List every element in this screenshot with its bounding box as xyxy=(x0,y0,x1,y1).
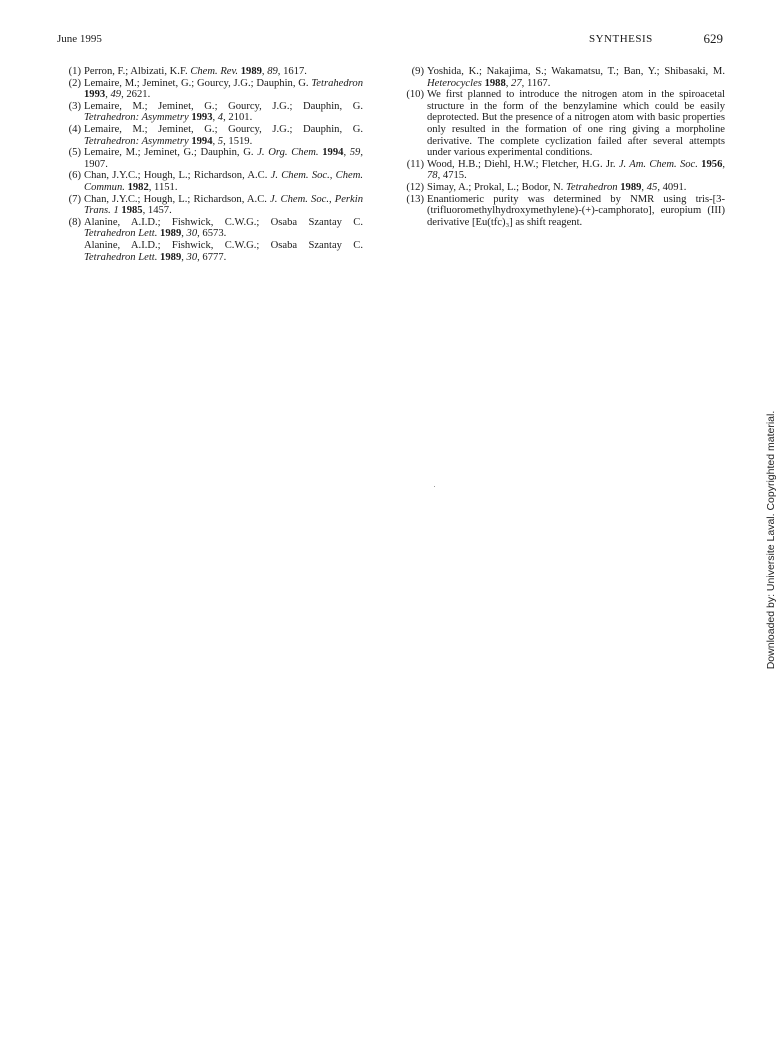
italic-segment: Tetrahedron xyxy=(565,181,618,193)
text-segment: , 1167. xyxy=(521,77,551,89)
reference-item xyxy=(57,101,363,124)
scan-speck xyxy=(434,486,435,487)
reference-number: (7) xyxy=(68,193,81,205)
reference-number: (2) xyxy=(68,77,81,89)
text-segment: Chan, J.Y.C.; Hough, L.; Richardson, A.C. xyxy=(84,170,271,182)
bold-segment: 1989 xyxy=(160,228,182,240)
text-segment: Lemaire, M.; Jeminet, G.; Gourcy, J.G.; Dauphin, G. xyxy=(84,100,363,112)
reference-text xyxy=(84,101,363,124)
reference-text xyxy=(84,217,363,240)
bold-segment: 1989 xyxy=(240,66,262,77)
bold-segment: 1989 xyxy=(160,251,182,263)
italic-segment: Tetrahedron: Asymmetry xyxy=(84,112,189,124)
bold-segment: 1985 xyxy=(121,205,143,217)
text-segment: , 6777. xyxy=(197,251,227,263)
text-segment: , xyxy=(505,77,512,89)
text-segment: , 2621. xyxy=(121,89,151,101)
italic-segment: 30 xyxy=(186,251,198,263)
text-segment: Yoshida, K.; Nakajima, S.; Wakamatsu, T.; Ban, Y.; Shibasaki, M. xyxy=(427,66,725,77)
reference-number: (13) xyxy=(406,193,424,205)
italic-segment: Tetrahedron Lett. xyxy=(84,228,158,240)
reference-text xyxy=(84,194,363,217)
text-segment: Alanine, A.I.D.; Fishwick, C.W.G.; Osaba Szantay C. xyxy=(84,239,363,251)
reference-item xyxy=(400,89,725,159)
text-segment: , xyxy=(722,158,726,170)
text-segment: Simay, A.; Prokal, L.; Bodor, N. xyxy=(427,181,566,193)
italic-segment: Tetrahedron xyxy=(311,77,363,89)
bold-segment: 1989 xyxy=(620,181,642,193)
reference-number: (6) xyxy=(68,170,81,182)
text-segment: , xyxy=(181,228,187,240)
italic-segment: Tetrahedron Lett. xyxy=(84,251,158,263)
text-segment: , 4091. xyxy=(657,181,687,193)
italic-segment: 59 xyxy=(349,147,361,159)
references-right-column xyxy=(400,66,725,228)
italic-segment: J. Chem. Soc., Perkin Trans. 1 xyxy=(84,193,363,217)
italic-segment: 78 xyxy=(427,170,438,182)
text-segment: Lemaire, M.; Jeminet, G.; Gourcy, J.G.; Dauphin, G. xyxy=(84,77,312,89)
reference-item xyxy=(57,78,363,101)
reference-item xyxy=(400,159,725,182)
reference-item xyxy=(57,217,363,263)
text-segment: , 6573. xyxy=(197,228,227,240)
text-segment: Chan, J.Y.C.; Hough, L.; Richardson, A.C. xyxy=(84,193,271,205)
bold-segment: 1988 xyxy=(484,77,506,89)
italic-segment: Tetrahedron: Asymmetry xyxy=(84,135,189,147)
reference-text xyxy=(427,66,725,89)
reference-text xyxy=(427,194,725,229)
text-segment: Enantiomeric purity was determined by NMR using tris-[3-(trifluoromethylhydroxymethylene)-(+)-camphorato], europium (III) derivative [Eu(tfc)₃] as shift reagent. xyxy=(427,193,725,228)
header-journal: SYNTHESIS xyxy=(589,33,653,45)
reference-text xyxy=(427,159,725,182)
text-segment: , 1617. xyxy=(277,66,307,77)
header-page-number: 629 xyxy=(703,31,723,46)
text-segment: , xyxy=(261,66,268,77)
text-segment: Perron, F.; Albizati, K.F. xyxy=(84,66,191,77)
reference-number: (1) xyxy=(68,66,81,77)
text-segment: We first planned to introduce the nitrogen atom in the spiroacetal structure in the form of the benzylamine which could be easily deprotected. But the presence of a nitrogen atom with basic properties only resulted in the formation of one ring giving a morpholine derivative. The complete cyclization failed after several attempts under various experimental conditions. xyxy=(427,89,725,159)
italic-segment: 49 xyxy=(110,89,122,101)
reference-item xyxy=(400,182,725,194)
italic-segment: J. Chem. Soc., Chem. Commun. xyxy=(84,170,364,193)
reference-text xyxy=(84,124,363,147)
italic-segment: Heterocycles xyxy=(427,77,482,89)
text-segment: , 2101. xyxy=(223,112,253,124)
reference-item xyxy=(400,194,725,229)
italic-segment: 30 xyxy=(186,228,198,240)
text-segment: Wood, H.B.; Diehl, H.W.; Fletcher, H.G. Jr. xyxy=(427,158,619,170)
reference-number: (4) xyxy=(68,123,81,135)
reference-number: (9) xyxy=(411,66,424,77)
italic-segment: 5 xyxy=(217,135,224,147)
text-segment: , xyxy=(343,147,350,159)
reference-text xyxy=(84,78,363,101)
italic-segment: 45 xyxy=(646,181,658,193)
text-segment: Lemaire, M.; Jeminet, G.; Dauphin, G. xyxy=(84,147,258,159)
text-segment: , 1907. xyxy=(84,147,363,170)
reference-item xyxy=(400,66,725,89)
italic-segment: Chem. Rev. xyxy=(190,66,239,77)
italic-segment: J. Am. Chem. Soc. xyxy=(618,158,698,170)
references-left-column xyxy=(57,66,363,263)
reference-text xyxy=(427,182,725,194)
bold-segment: 1982 xyxy=(127,181,149,193)
reference-item xyxy=(57,170,363,193)
text-segment: , 1151. xyxy=(148,181,178,193)
bold-segment: 1994 xyxy=(322,147,344,159)
reference-item xyxy=(57,66,363,78)
italic-segment: 89 xyxy=(267,66,278,77)
text-segment: , xyxy=(181,251,187,263)
italic-segment: 4 xyxy=(217,112,224,124)
reference-text xyxy=(84,147,363,170)
bold-segment: 1994 xyxy=(191,135,213,147)
reference-text xyxy=(84,170,363,193)
bold-segment: 1993 xyxy=(84,89,106,101)
italic-segment: 27 xyxy=(511,77,522,89)
reference-number: (5) xyxy=(68,147,81,159)
reference-item xyxy=(57,147,363,170)
text-segment: , 1457. xyxy=(142,205,172,217)
reference-item xyxy=(57,124,363,147)
bold-segment: 1956 xyxy=(701,158,723,170)
header-date: June 1995 xyxy=(57,33,102,45)
text-segment: , xyxy=(212,135,218,147)
reference-text xyxy=(427,89,725,159)
text-segment: Lemaire, M.; Jeminet, G.; Gourcy, J.G.; Dauphin, G. xyxy=(84,123,363,135)
italic-segment: J. Org. Chem. xyxy=(257,147,319,159)
reference-number: (3) xyxy=(68,100,81,112)
text-segment: , xyxy=(641,181,647,193)
text-segment: , xyxy=(105,89,111,101)
bold-segment: 1993 xyxy=(191,112,213,124)
text-segment: , 4715. xyxy=(437,170,467,182)
reference-number: (10) xyxy=(406,89,424,101)
page-header xyxy=(57,33,725,49)
reference-text xyxy=(84,66,363,78)
text-segment: , 1519. xyxy=(223,135,253,147)
reference-text xyxy=(84,240,363,263)
reference-number: (12) xyxy=(406,181,424,193)
download-notice: Downloaded by: Universite Laval. Copyrighted material. xyxy=(765,410,777,670)
reference-item xyxy=(57,194,363,217)
text-segment: , xyxy=(212,112,218,124)
reference-number: (8) xyxy=(68,216,81,228)
text-segment: Alanine, A.I.D.; Fishwick, C.W.G.; Osaba Szantay C. xyxy=(84,216,363,228)
reference-number: (11) xyxy=(406,158,424,170)
